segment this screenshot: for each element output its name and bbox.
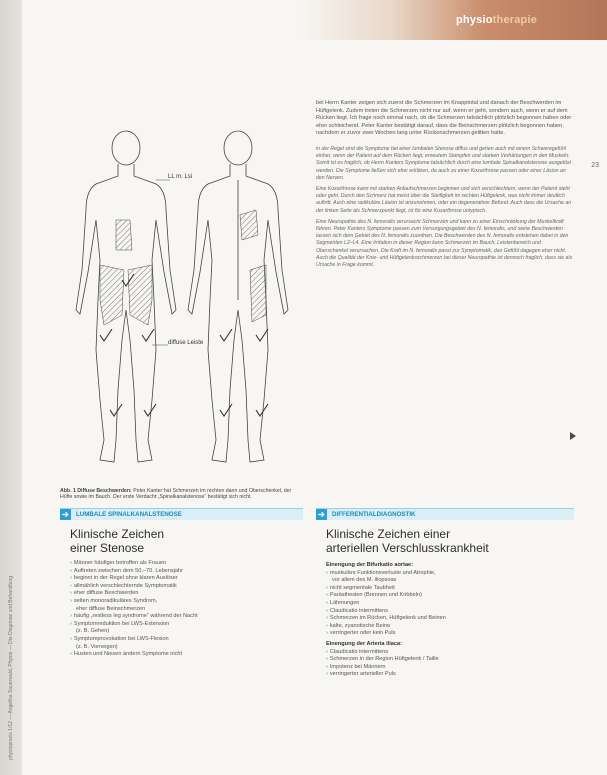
box-right-header (316, 508, 574, 520)
box-left-title-line2: einer Stenose (70, 540, 145, 555)
list-item: › Impotenz bei Männern (326, 663, 386, 670)
box-right-title (326, 528, 489, 555)
caption-text: Peter Kanter hat Schmerzen im rechten dann und Oberschenkel, der Hüfte sowie im Bauch. Der erste Verdacht „Spinalkanalstenose“ bestätigt sich nicht. (60, 488, 292, 501)
side-footer: physiopraxis 1/12 — Angelika Sauerwald, Physio — Die Diagnose und Behandlung (8, 575, 14, 760)
list-item: › Lähmungen (326, 599, 360, 606)
list-item: › allmählich verschlechternde Symptomatik (70, 582, 177, 589)
list-item: › kalte, zyanotische Beine (326, 622, 391, 629)
box-right-label: DIFFERENTIALDIAGNOSTIK (332, 511, 416, 518)
arrow-icon: ➔ (316, 509, 327, 520)
annotation-top: LL m. Lsi (168, 174, 193, 180)
list-item: › eher diffuse Beschwerden (70, 590, 139, 597)
paragraph-2: in der Regel sind die Symptome bei einer lumbalen Stenose diffus und gehen auch mit einem Schweregefühl einher, wenn der Patient auf dem Rücken liegt, erneutem Stampfen und starken Verhärtungen in den Muskeln. Somit ist es fraglich, ob Herrn Kanters Symptome tatsächlich durch eine lumbale Spinalkanalstenose ausgelöst werden. Die Symptome ließen sich eher erklären, da auch zu einer Koxarthrose passen oder einer Läsion an den Nerven. (316, 145, 571, 181)
brand-logo: physiotherapie (456, 14, 538, 26)
box-left-title (70, 528, 164, 555)
caption-label: Abb. 1 Diffuse Beschwerden: (60, 488, 132, 494)
box-left-label: LUMBALE SPINALKANALSTENOSE (76, 511, 182, 518)
list-item: › Symptomprovokation bei LWS-Flexion (70, 635, 169, 642)
box-left-title-line1: Klinische Zeichen (70, 527, 165, 541)
list-item: › verringerter oder kein Puls (326, 630, 396, 637)
box-left-header (60, 508, 303, 520)
body-outline-illustration (60, 100, 300, 485)
list-item: › Claudicatio intermittens (326, 648, 389, 655)
list-item: › nicht segmentale Taubheit (326, 584, 395, 591)
list-item: › selten monoradikuläres Syndrom, (70, 597, 158, 604)
paragraph-3: Eine Koxarthrose kann mit starken Anlaufschmerzen beginnen und sich verschlechtern, wenn der Patient steht oder geht. Durch den Schmerz hat meist über die Steifigkeit im rechten Hüftgelenk, was nicht immer deutlich auftritt. Auch eine radikuläre Läsion ist anzunehmen, oder ein degenerativer Befund. Auch dass die Ursache an der linken Seite als Schmerzpunkt liegt, ist für eine Koxarthrose untypisch. (316, 185, 572, 214)
list-item: › verringerter arterieller Puls (326, 671, 396, 678)
list-item: › Auftreten zwischen dem 50.–70. Lebensjahr (70, 567, 184, 574)
list-item: (z. B. Gehen) (76, 628, 110, 635)
continue-arrow-icon (570, 432, 576, 440)
page-number: 23 (591, 162, 599, 169)
list-item: › Schmerzen im Rücken, Hüftgelenk und Beinen (326, 615, 446, 622)
figure-caption (60, 488, 305, 501)
list-item: › Claudicatio intermittens (326, 607, 389, 614)
annotation-bottom: diffuse Leiste (168, 340, 204, 346)
paragraph-1: bei Herrn Kanter zeigen sich zuerst die Schmerzen im Knapptotal und danach der Beschwerden im Hüftgelenk. Zudem treten die Schmerzen nicht nur auf, wenn er geht, sondern auch, wenn er auf dem Rücken liegt. Ich frage noch einmal nach, ob die Schmerzen tatsächlich plötzlich begonnen haben oder eher schleichend. Peter Kanter bestätigt darauf, dass die Beinschmerzen plötzlich begonnen haben, nachdem er zuvor zwei Wochen lang unter Rückenschmerzen gelitten hatte. (316, 100, 572, 137)
list-item: › häufig „restless leg syndrome“ während der Nacht (70, 613, 198, 620)
body-diagram (60, 100, 300, 485)
list-item: (z. B. Vorneigen) (76, 643, 118, 650)
list-item: vor allem des M. iliopsoas (332, 577, 397, 584)
header-photo-strip (300, 0, 607, 40)
group-heading: Einengung der Arteria iliaca: (326, 640, 402, 647)
box-right-title-line2: arteriellen Verschlusskrankheit (326, 540, 489, 555)
right-text-column (316, 100, 574, 273)
paragraph-4: Eine Neuropathie des N. femoralis verursacht Schmerzen und kann zu einer Einschränkung der Muskelkraft führen. Peter Kanters Symptome passen zum Versorgungsgebiet des N. femoralis, und seine Beschwerden lassen sich dem Gebiet des N. femoralis zuordnen. Die Beschwerden des N. femoralis entstehen dabei in den Segmenten L2–L4. Eine Irritation in dieser Region kann Schmerzen im Bauch, Leistenbereich und Oberschenkel verursachen. Die Kraft im N. femoralis passt zur Symptomatik, das Gefühl dagegen eher nicht. Auch die Qualität der Knie- und Hüftgelenksschmerzen bei dieser Neuropathie ist dennoch fraglich, dass sie als Ursache in Frage kommt. (316, 218, 573, 269)
group-heading: Einengung der Bifurkatio aortae: (326, 562, 414, 568)
list-item: › Husten und Niesen ändern Symptome nicht (70, 651, 183, 658)
list-item: › beginnt in der Regel ohne klaren Auslöser (70, 575, 178, 582)
list-item: eher diffuse Beinschmerzen (76, 605, 146, 612)
box-right-list (326, 562, 571, 679)
list-item: › muskuläre Funktionsverluste und Atrophie, (326, 569, 436, 576)
list-item: › Parästhesien (Brennen und Kribbeln) (326, 592, 422, 599)
list-item: › Männer häufiger betroffen als Frauen (70, 560, 167, 566)
list-item: › Schmerzen in der Region Hüftgelenk / Taille (326, 656, 439, 663)
arrow-icon: ➔ (60, 509, 71, 520)
box-left-list (70, 560, 302, 659)
list-item: › Symptomreduktion bei LWS-Extension (70, 620, 170, 627)
box-right-title-line1: Klinische Zeichen einer (326, 527, 451, 541)
